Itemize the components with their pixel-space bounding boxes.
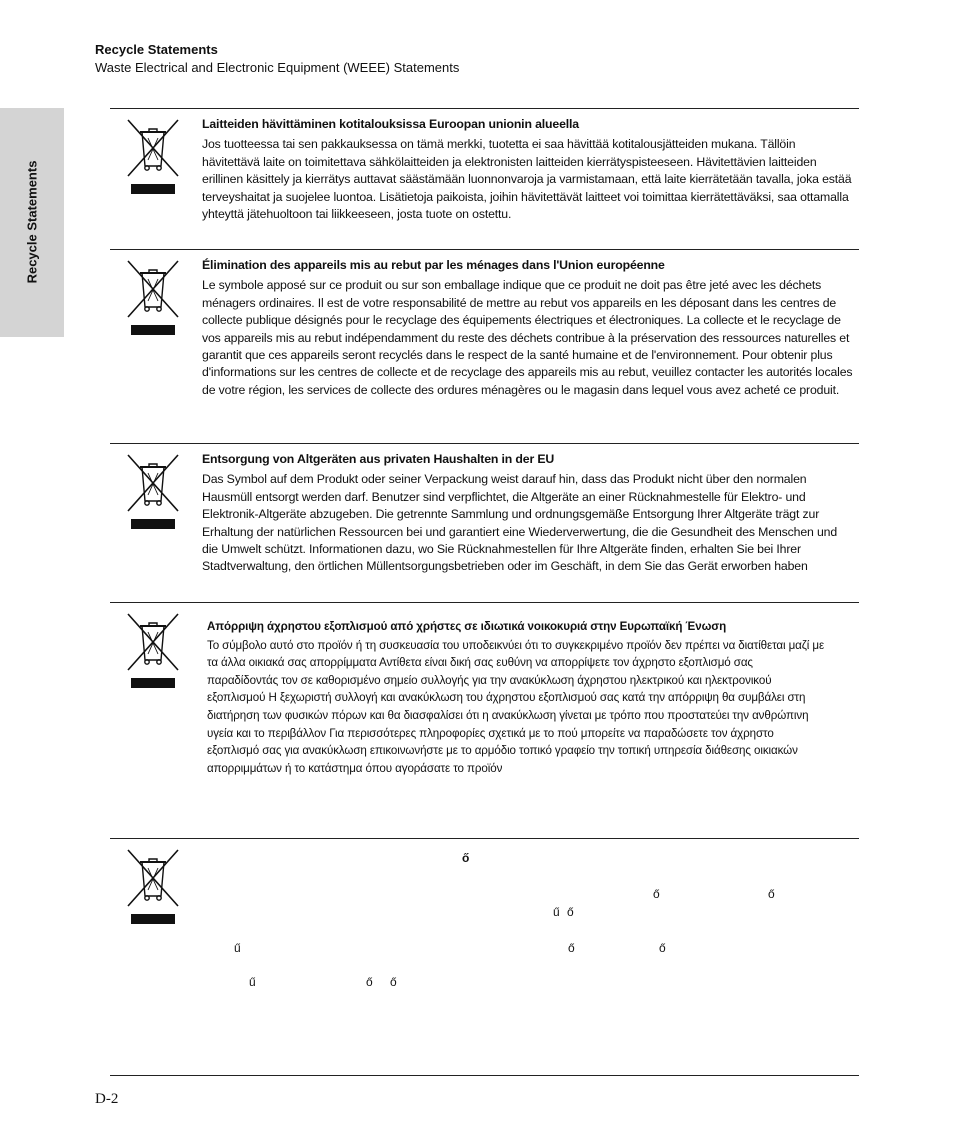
side-tab-label: Recycle Statements [24,160,40,284]
weee-bin-icon [125,848,181,928]
hungarian-fragment: ő [653,887,660,901]
weee-bin-icon [125,453,181,533]
hungarian-fragment: ő [568,941,575,955]
section-title: Élimination des appareils mis au rebut par les ménages dans l'Union européenne [202,258,665,272]
page-number: D-2 [95,1091,119,1107]
section-title: Απόρριψη άχρηστου εξοπλισμού από χρήστες σε ιδιωτικά νοικοκυριά στην Ευρωπαϊκή Ένωση [207,620,727,633]
hungarian-fragment: ő [768,887,775,901]
section-divider [110,108,859,109]
section-greek [207,618,827,777]
section-french [202,257,854,399]
weee-bin-icon [125,259,181,339]
hungarian-title-fragment: ő [462,851,470,865]
weee-bin-icon [125,118,181,198]
section-finnish [202,116,854,223]
weee-bin-icon [125,612,181,692]
section-title: Entsorgung von Altgeräten aus privaten Haushalten in der EU [202,452,555,466]
section-body: Jos tuotteessa tai sen pakkauksessa on tämä merkki, tuotetta ei saa hävittää kotitalousjätteiden mukana. Tällöin hävitettävä laite on toimitettava sähkölaitteiden ja elektronisten laitteiden kierrätyspisteeseen. Hävitettävien laitteiden erillinen käsittely ja kierrätys auttavat säästämään luonnonvaroja ja varmistamaan, että laite kierrätetään tavalla, joka estää terveyshaitat ja suojelee luontoa. Lisätietoja paikoista, joihin hävitettävät laitteet voi toimittaa kierrätettäväksi, saa ottamalla yhteyttä jätehuoltoon tai liikkeeseen, josta tuote on ostettu. [202,137,852,222]
hungarian-fragment: ű [249,975,256,989]
section-divider [110,443,859,444]
running-header-subtitle: Waste Electrical and Electronic Equipment (WEEE) Statements [95,60,460,75]
section-body: Το σύμβολο αυτό στο προϊόν ή τη συσκευασία του υποδεικνύει ότι το συγκεκριμένο προϊόν δεν πρέπει να διατίθεται μαζί με τα άλλα οικιακά σας απορρίμματα Αντίθετα είναι δική σας ευθύνη να απορρίψετε τον άχρηστο εξοπλισμό σας παραδίδοντάς τον σε καθορισμένο σημείο συλλογής για την ανακύκλωση άχρηστου ηλεκτρικού και ηλεκτρονικού εξοπλισμού Η ξεχωριστή συλλογή και ανακύκλωση του άχρηστου εξοπλισμού σας κατά την απόρριψη θα συμβάλει στη διατήρηση των φυσικών πόρων και θα διασφαλίσει ότι η ανακύκλωση γίνεται με τρόπο που προστατεύει την ανθρώπινη υγεία και το περιβάλλον Για περισσότερες πληροφορίες σχετικά με το πού μπορείτε να παραδώσετε τον άχρηστο εξοπλισμό σας για ανακύκλωση επικοινωνήστε με το αρμόδιο τοπικό γραφείο την τοπική υπηρεσία διάθεσης οικιακών απορριμμάτων ή το κατάστημα όπου αγοράσατε το προϊόν [207,638,825,775]
hungarian-fragment: ő [659,941,666,955]
side-tab [0,108,64,337]
running-header-title: Recycle Statements [95,42,218,57]
section-divider [110,838,859,839]
hungarian-fragment: ő [567,905,574,919]
section-divider [110,602,859,603]
hungarian-fragment: ű [553,905,560,919]
section-german [202,451,854,576]
section-divider [110,249,859,250]
section-body: Le symbole apposé sur ce produit ou sur son emballage indique que ce produit ne doit pas être jeté avec les déchets ménagers ordinaires. Il est de votre responsabilité de mettre au rebut vos appareils en les déposant dans les centres de collecte publique désignés pour le recyclage des équipements électriques et électroniques. La collecte et le recyclage de vos appareils mis au rebut indépendamment du reste des déchets contribue à la préservation des ressources naturelles et garantit que ces appareils seront recyclés dans le respect de la santé humaine et de l'environnement. Pour obtenir plus d'informations sur les centres de collecte et de recyclage des appareils mis au rebut, veuillez contacter les autorités locales de votre région, les services de collecte des ordures ménagères ou le magasin dans lequel vous avez acheté ce produit. [202,278,853,397]
hungarian-fragment: ő [390,975,397,989]
hungarian-fragment: ű [234,941,241,955]
footer-rule [110,1075,859,1076]
section-body: Das Symbol auf dem Produkt oder seiner Verpackung weist darauf hin, dass das Produkt nicht über den normalen Hausmüll entsorgt werden darf. Benutzer sind verpflichtet, die Altgeräte an einer Rücknahmestelle für Elektro- und Elektronik-Altgeräte abzugeben. Die getrennte Sammlung und ordnungsgemäße Entsorgung Ihrer Altgeräte trägt zur Erhaltung der natürlichen Ressourcen bei und garantiert eine Wiederverwertung, die die Gesundheit des Menschen und die Umwelt schützt. Informationen dazu, wo Sie Rücknahmestellen für Ihre Altgeräte finden, erhalten Sie bei Ihrer Stadtverwaltung, den örtlichen Müllentsorgungsbetrieben oder im Geschäft, in dem Sie das Gerät erworben haben [202,472,838,574]
section-title: Laitteiden hävittäminen kotitalouksissa Euroopan unionin alueella [202,117,579,131]
hungarian-fragment: ő [366,975,373,989]
